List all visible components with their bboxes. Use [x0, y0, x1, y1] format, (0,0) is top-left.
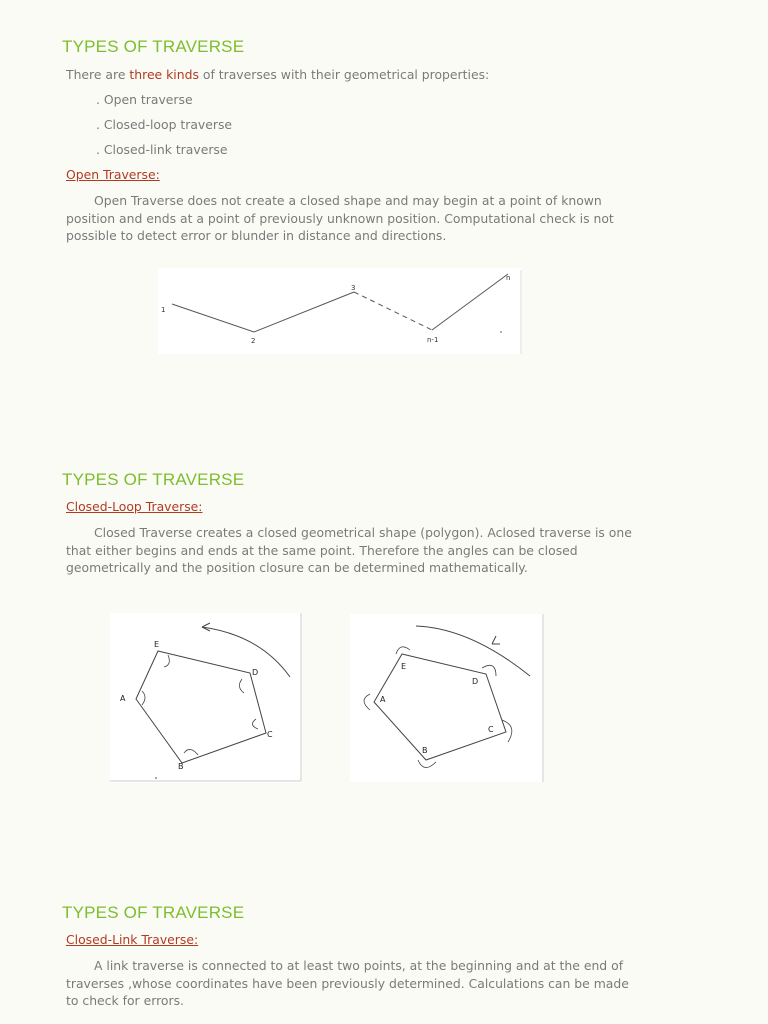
label-d-ext: D — [472, 677, 479, 686]
bullet-open-traverse: . Open traverse — [96, 92, 193, 107]
label-c-ext: C — [488, 725, 494, 734]
open-traverse-subheading: Open Traverse: — [66, 167, 160, 182]
label-d: D — [252, 668, 259, 677]
label-a: A — [120, 694, 126, 703]
label-2: 2 — [251, 337, 256, 345]
label-n: n — [506, 274, 511, 282]
label-c: C — [267, 730, 273, 739]
closed-link-paragraph: A link traverse is connected to at least two points, at the beginning and at the end of traverses ,whose coordinates have been previously determined. Calculations can be made to check for errors. — [66, 958, 629, 1008]
label-1: 1 — [161, 306, 166, 314]
label-n-1: n-1 — [427, 336, 439, 344]
closed-link-subheading: Closed-Link Traverse: — [66, 932, 199, 947]
section1-title: TYPES OF TRAVERSE — [62, 37, 245, 56]
open-traverse-paragraph: Open Traverse does not create a closed shape and may begin at a point of known position and ends at a point of previously unknown position. Computational check is not possible to detect error or blunder in distance and directions. — [66, 193, 614, 243]
label-b-ext: B — [422, 746, 428, 755]
bullet-closed-loop: . Closed-loop traverse — [96, 117, 233, 132]
section3-title: TYPES OF TRAVERSE — [62, 903, 245, 922]
closed-loop-subheading: Closed-Loop Traverse: — [66, 499, 203, 514]
bullet-closed-link: . Closed-link traverse — [96, 142, 228, 157]
section2-title: TYPES OF TRAVERSE — [62, 470, 245, 489]
open-traverse-figure — [158, 268, 522, 354]
label-e: E — [154, 640, 160, 649]
label-b: B — [178, 762, 184, 771]
label-a-ext: A — [380, 695, 386, 704]
closed-loop-figure-exterior — [350, 614, 544, 782]
closed-loop-paragraph: Closed Traverse creates a closed geometrical shape (polygon). Aclosed traverse is one that either begins and ends at the same point. Therefore the angles can be closed geometrically and the position closure can be determined mathematically. — [66, 525, 632, 575]
label-e-ext: E — [401, 662, 407, 671]
label-3: 3 — [351, 284, 356, 292]
intro-text-before: There are — [66, 67, 130, 82]
intro-highlight: three kinds — [129, 67, 199, 82]
section1-intro — [66, 66, 706, 84]
closed-loop-figure-interior — [110, 613, 302, 783]
intro-text-after: of traverses with their geometrical properties: — [198, 67, 490, 82]
